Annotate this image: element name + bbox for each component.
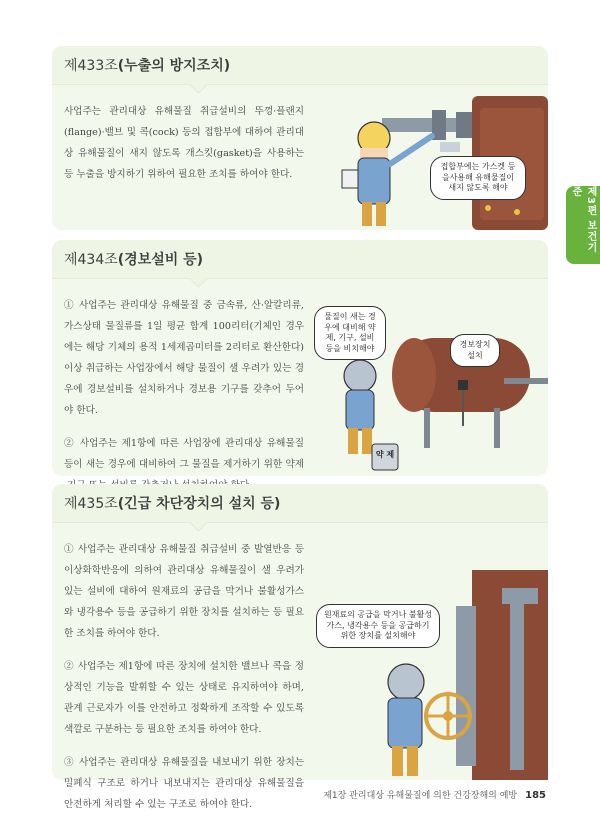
side-tab: 제3편 보건기준	[566, 186, 600, 264]
paragraph: ② 사업주는 제1항에 따른 사업장에 관리대상 유해물질 등이 새는 경우에 대비하여 그 물질을 제거하기 위한 약제	[64, 438, 304, 470]
paragraph: ③ 사업주는 관리대상 유해물질을 내보내기 위한 장치는 밀폐식 구조로 하거나 내보내지는 관리대상 유해물질을 안전하게 처리할 수 있는 구조로 하여야 한다.	[64, 757, 304, 810]
valve-worker-illustration	[352, 570, 548, 780]
section-title: 제435조(긴급 차단장치의 설치 등)	[64, 496, 281, 512]
paragraph: ② 사업주는 제1항에 따른 장치에 설치한 밸브나 콕을 정상적인 기능을 발휘할 수 있는 상태로 유지하여야 하며, 관계 근로자가 이를 안전하고 정확하게 조작할 수 있도록 색깔로 구분하는 등 필요한 조치를 하여야 한다.	[64, 661, 304, 735]
paragraph: 사업주는 관리대상 유해물질 취급설비의 뚜껑·플랜지(flange)·밸브 및 콕(cock) 등의 접합부에 대하여 관리대상 유해물질이 새지 않도록 개스킷(gasket)을 사용하는 등 누출을 방지하기 위하여 필요한 조치를 하여야 한다.	[64, 106, 304, 180]
speech-bubble: 접합부에는 가스켓 등을사용해 유해물질이 새지 않도록 해야	[430, 156, 526, 200]
section-433	[52, 46, 548, 230]
chapter-title: 제1장 관리대상 유해물질에 의한 건강장해의 예방	[323, 791, 518, 801]
section-title: 제434조(경보설비 등)	[64, 252, 204, 268]
section-434	[52, 240, 548, 476]
speech-bubble-right: 경보장치 설치	[450, 334, 500, 367]
section-header	[52, 46, 548, 85]
page-footer	[323, 788, 546, 801]
speech-bubble-left: 물질이 새는 경우에 대비해 약제, 기구, 설비 등을 비치해야	[314, 306, 386, 360]
section-header	[52, 240, 548, 279]
page-number: 185	[525, 790, 546, 801]
section-title: 제433조(누출의 방지조치)	[64, 58, 231, 74]
paragraph: ① 사업주는 관리대상 유해물질 취급설비 중 발열반응 등 이상화학반응에 의하여 관리대상 유해물질이 샐 우려가 있는 설비에 대하여 원재료의 공급을 막거나 불활성가스와 냉각용수 등을 공급하기 위한 장치를 설치하는 등 필요한 조치를 하여야 한다.	[64, 544, 304, 639]
section-header	[52, 484, 548, 523]
chemical-box-label: 약 제	[375, 450, 395, 459]
paragraph: ① 사업주는 관리대상 유해물질 중 금속류, 산·알칼리류, 가스상태 물질류를 1일 평균 합계 100리터(기체인 경우에는 해당 기체의 용적 1세제곱미터를 2리터로 환산한다) 이상 취급하는 사업장에서 해당 물질이 샐 우려가 있는 경우에 경보설비를 설치하거나 경보용 기구를 갖추어 두어야 한다.	[64, 300, 304, 416]
speech-bubble: 원재료의 공급을 막거나 불활성가스, 냉각용수 등을 공급하기 위한 장치를 설치해야	[316, 604, 440, 648]
